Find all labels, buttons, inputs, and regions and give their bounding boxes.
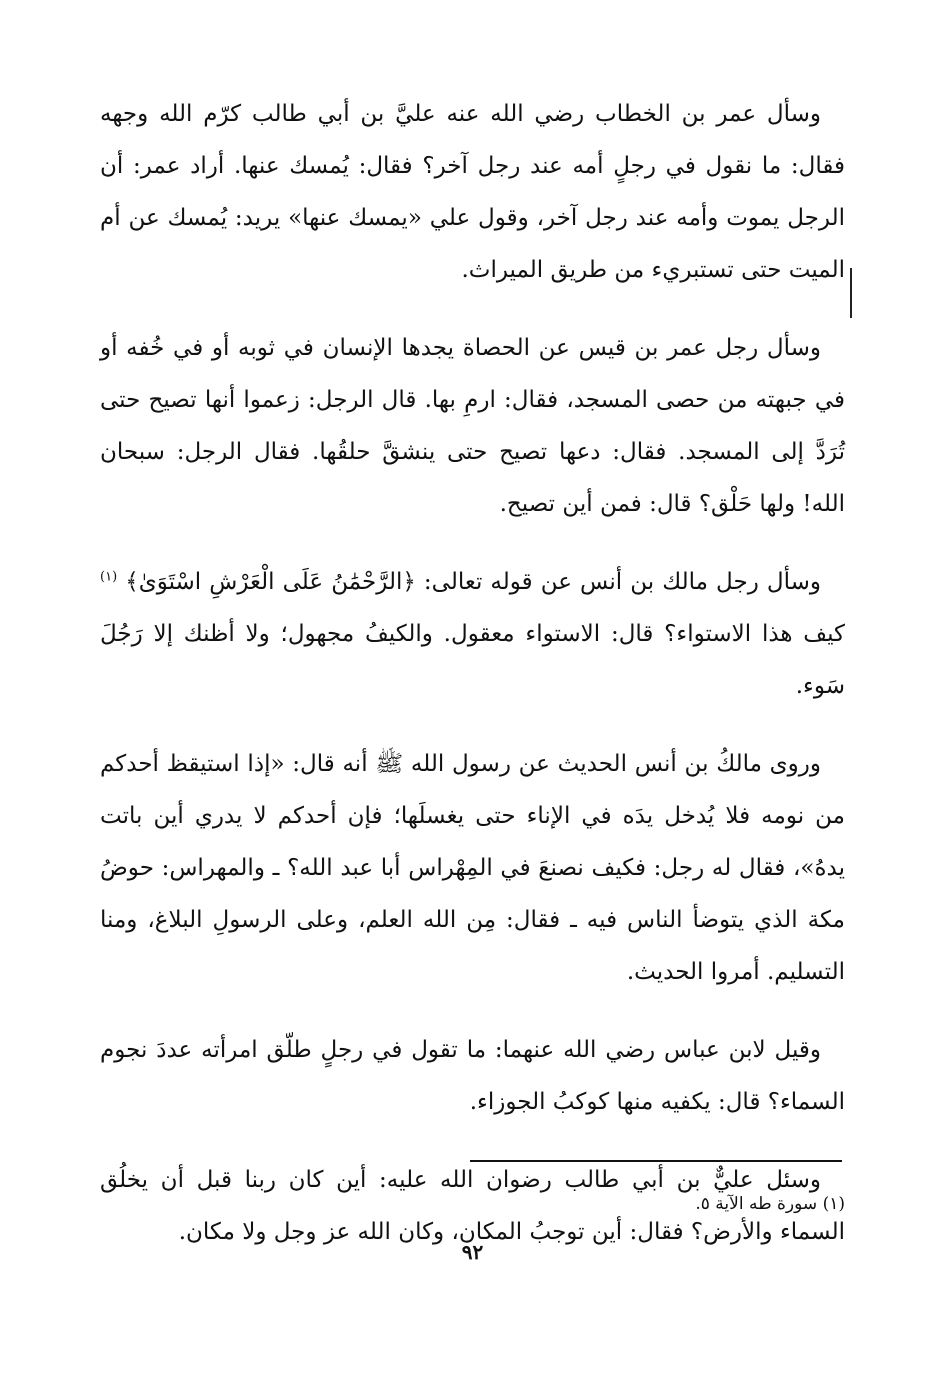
- footnote-divider: [470, 1160, 842, 1162]
- page-number: ٩٢: [461, 1240, 484, 1264]
- paragraph-4: وروى مالكُ بن أنس الحديث عن رسول الله ﷺ أنه قال: «إذا استيقظ أحدكم من نومه فلا يُدخل يدَه في الإناء حتى يغسلَها؛ فإن أحدكم لا يدري أين باتت يدهُ»، فقال له رجل: فكيف نصنعَ في المِهْراس أبا عبد الله؟ ـ والمهراس: حوضُ مكة الذي يتوضأ الناس فيه ـ فقال: مِن الله العلم، وعلى الرسولِ البلاغ، ومنا التسليم. أمروا الحديث.: [100, 751, 845, 985]
- paragraph-3: [100, 556, 845, 712]
- paragraph-5: وقيل لابن عباس رضي الله عنهما: ما تقول في رجلٍ طلّق امرأته عددَ نجوم السماء؟ قال: يكفيه منها كوكبُ الجوزاء.: [100, 1037, 845, 1115]
- footnote-reference: (١): [100, 569, 118, 585]
- footnote: (١) سورة طه الآية ٥.: [695, 1194, 845, 1214]
- margin-mark: [850, 268, 852, 318]
- paragraph-2: وسأل رجل عمر بن قيس عن الحصاة يجدها الإنسان في ثوبه أو في خُفه أو في جبهته من حصى المسجد، فقال: ارمِ بها. قال الرجل: زعموا أنها تصيح حتى تُرَدَّ إلى المسجد. فقال: دعها تصيح حتى ينشقَّ حلقُها. فقال الرجل: سبحان الله! ولها حَلْق؟ قال: فمن أين تصيح.: [100, 335, 845, 517]
- page-body: [100, 88, 845, 1284]
- paragraph-1: وسأل عمر بن الخطاب رضي الله عنه عليَّ بن أبي طالب كرّم الله وجهه فقال: ما نقول في رجلٍ أمه عند رجل آخر؟ فقال: يُمسك عنها. أراد عمر: أن الرجل يموت وأمه عند رجل آخر، وقول علي «يمسك عنها» يريد: يُمسك عن أم الميت حتى تستبريء من طريق الميراث.: [100, 101, 845, 283]
- paragraph-3-lead: وسأل رجل مالك بن أنس عن قوله تعالى: ﴿الرَّحْمَٰنُ عَلَى الْعَرْشِ اسْتَوَىٰ﴾: [125, 569, 821, 595]
- paragraph-3-rest: كيف هذا الاستواء؟ قال: الاستواء معقول. والكيفُ مجهول؛ ولا أظنك إلا رَجُلَ سَوء.: [100, 621, 845, 699]
- paragraph-6: وسئل عليٌّ بن أبي طالب رضوان الله عليه: أين كان ربنا قبل أن يخلُق السماء والأرض؟ فقال: أين توجبُ المكان، وكان الله عز وجل ولا مكان.: [100, 1167, 845, 1245]
